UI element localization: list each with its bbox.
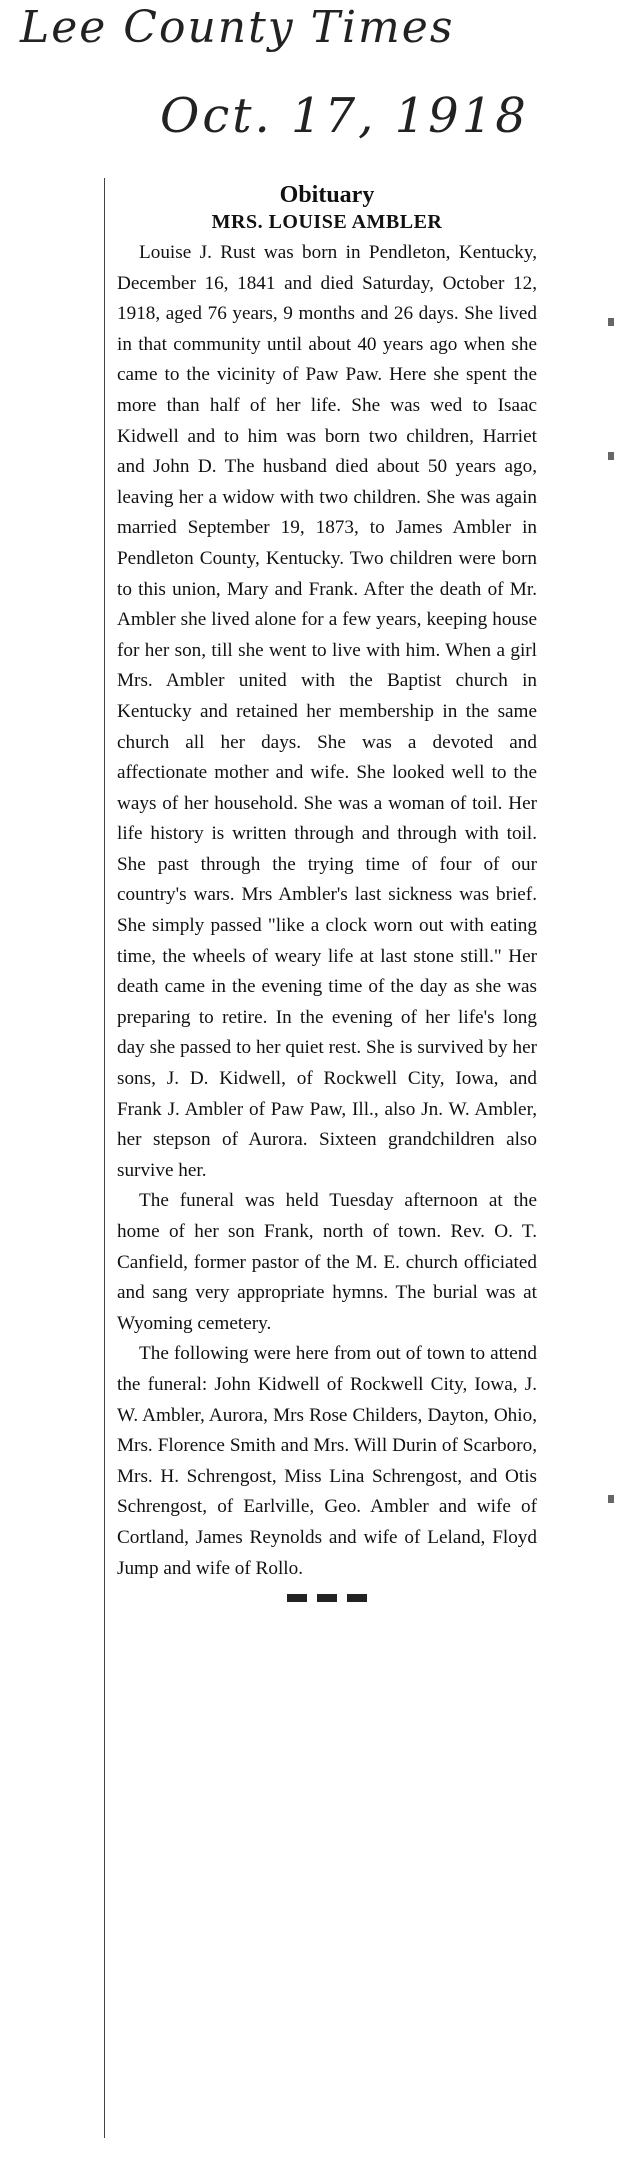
article-paragraph-3: The following were here from out of town to attend the funeral: John Kidwell of Rockwell City, Iowa, J. W. Ambler, Aurora, Mrs Rose Childers, Dayton, Ohio, Mrs. Florence Smith and Mrs. Will Durin of Scarboro, Mrs. H. Schrengost, Miss Lina Schrengost, and Otis Schrengost, of Earlville, Geo. Ambler and wife of Cortland, James Reynolds and wife of Leland, Floyd Jump and wife of Rollo.: [117, 1343, 537, 1579]
margin-mark: [608, 1495, 614, 1503]
end-mark: [317, 1594, 337, 1602]
article-subheading: MRS. LOUISE AMBLER: [211, 211, 443, 233]
article-paragraph-2: The funeral was held Tuesday afternoon at the home of her son Frank, north of town. Rev. O. T. Canfield, former pastor of the M. E. church officiated and sang very appropriate hymns. The burial was at Wyoming cemetery.: [117, 1190, 537, 1334]
article-end-marks: [117, 1594, 537, 1602]
article-paragraph-1: Louise J. Rust was born in Pendleton, Kentucky, December 16, 1841 and died Saturday, October 12, 1918, aged 76 years, 9 months and 26 days. She lived in that community until about 40 years ago when she came to the vicinity of Paw Paw. Here she spent the more than half of her life. She was wed to Isaac Kidwell and to him was born two children, Harriet and John D. The husband died about 50 years ago, leaving her a widow with two children. She was again married September 19, 1873, to James Ambler in Pendleton County, Kentucky. Two children were born to this union, Mary and Frank. After the death of Mr. Ambler she lived alone for a few years, keeping house for her son, till she went to live with him. When a girl Mrs. Ambler united with the Baptist church in Kentucky and retained her membership in the same church all her days. She was a devoted and affectionate mother and wife. She looked well to the ways of her household. She was a woman of toil. Her life history is written through and through with toil. She past through the trying time of four of our country's wars. Mrs Ambler's last sickness was brief. She simply passed "like a clock worn out with eating time, the wheels of weary life at last stone still." Her death came in the evening time of the day as she was preparing to retire. In the evening of her life's long day she passed to her quiet rest. She is survived by her sons, J. D. Kidwell, of Rockwell City, Iowa, and Frank J. Ambler of Paw Paw, Ill., also Jn. W. Ambler, her stepson of Aurora. Sixteen grandchildren also survive her.: [117, 242, 537, 1181]
margin-mark: [608, 318, 614, 326]
end-mark: [287, 1594, 307, 1602]
margin-mark: [608, 452, 614, 460]
article-column: [104, 178, 537, 2138]
handwritten-date: Oct. 17, 1918: [160, 88, 529, 144]
article-heading: Obituary: [279, 182, 375, 208]
end-mark: [347, 1594, 367, 1602]
handwritten-newspaper-name: Lee County Times: [20, 2, 455, 53]
